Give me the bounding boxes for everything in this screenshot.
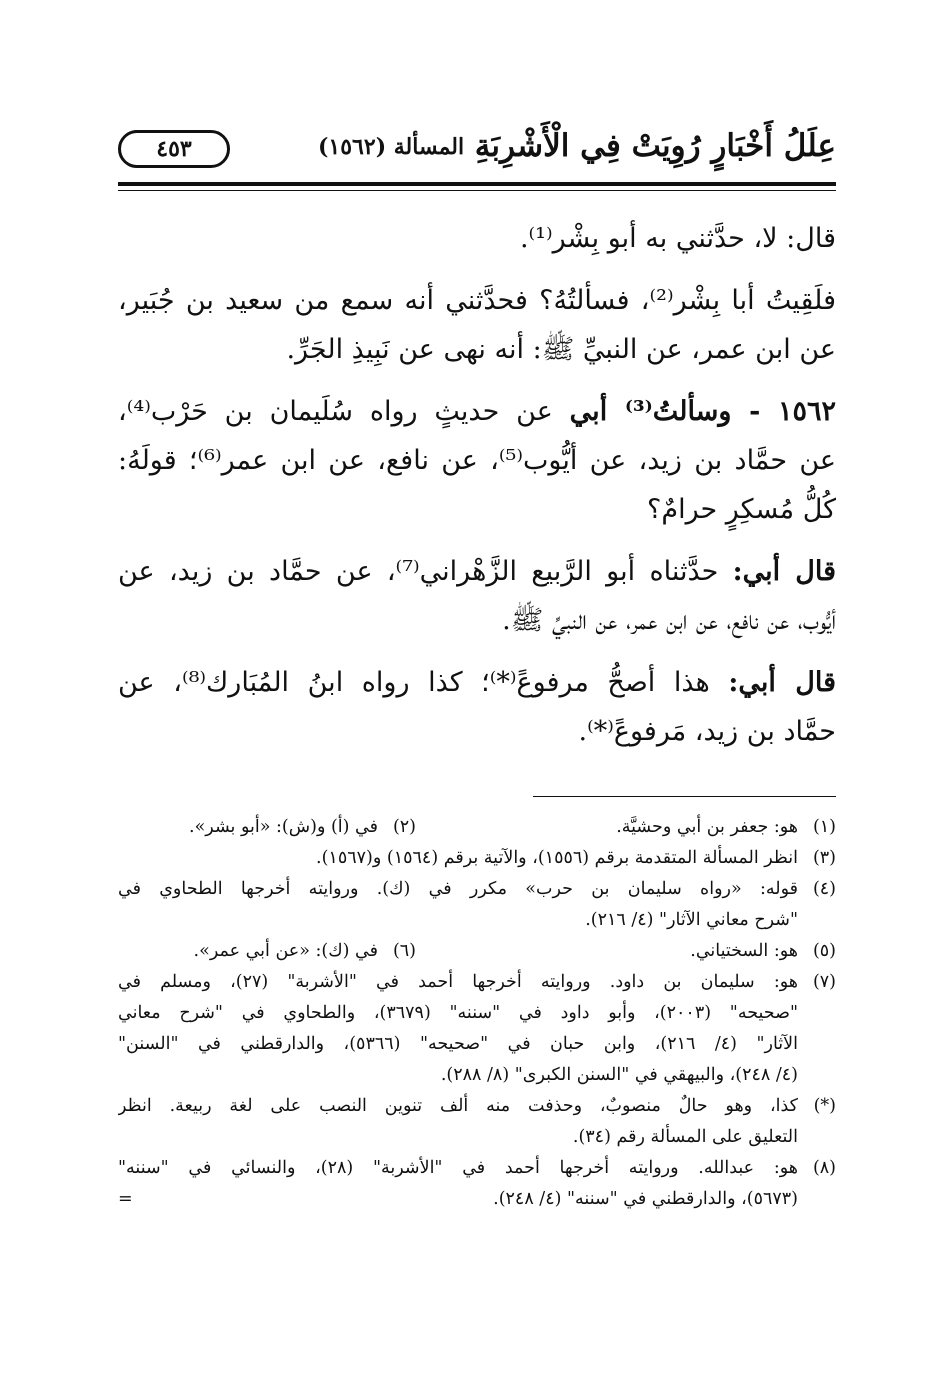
footnote-number: (*)	[813, 1096, 836, 1116]
text-line: عن ابن عمر، عن النبيِّ ﷺ: أنه نهى عن نَبِيذِ الجَرِّ.	[286, 334, 836, 365]
paragraph-1	[118, 214, 836, 263]
speaker-label: قال أبي:	[728, 667, 836, 698]
footnote-number: (١)	[812, 817, 836, 837]
text-line: أيُّوب، عن نافع، عن ابن عمر، عن النبيِّ ﷺ.	[502, 605, 836, 636]
footnote-text: هو: سليمان بن داود. وروايته أخرجها أحمد في "الأشربة" (٢٧)، ومسلم في	[118, 972, 798, 992]
text-span: عن حديثٍ رواه سُلَيمان بن حَرْب⁽⁴⁾،	[118, 396, 553, 427]
footnote-number: (٢)	[392, 817, 416, 837]
footnotes	[118, 812, 836, 1215]
page-header	[118, 118, 836, 180]
text-line: كُلُّ مُسكِرٍ حرامٌ؟	[647, 494, 836, 525]
footnote-number: (٧)	[812, 972, 836, 992]
main-text	[118, 214, 836, 769]
footnote-1-2	[118, 812, 836, 843]
footnote-text: انظر المسألة المتقدمة برقم (١٥٥٦)، والآتية برقم (١٥٦٤) و(١٥٦٧).	[316, 848, 798, 868]
text-line: قال: لا، حدَّثني به أبو بِشْر⁽¹⁾.	[519, 223, 836, 254]
header-rule-thin	[118, 190, 836, 191]
footnote-text: (٤/ ٢٤٨)، والبيهقي في "السنن الكبرى" (٨/ ٢٨٨).	[440, 1065, 798, 1085]
footnote-text: "صحيحه" (٢٠٠٣)، وأبو داود في "سننه" (٣٦٧٩)، والطحاوي في "شرح معاني	[118, 1003, 798, 1023]
footnote-text: قوله: «رواه سليمان بن حرب» مكرر في (ك). وروايته أخرجها الطحاوي في	[118, 879, 798, 899]
footnote-4	[118, 874, 836, 936]
footnote-number: (٦)	[392, 941, 416, 961]
page-number: ٤٥٣	[118, 130, 230, 168]
footnote-text: في (ك): «عن أبي عمر».	[193, 941, 378, 961]
footnote-3	[118, 843, 836, 874]
footnote-text: كذا، وهو حالٌ منصوبٌ، وحذفت منه ألف تنوين النصب على لغة ربيعة. انظر	[118, 1096, 798, 1116]
text-line	[118, 387, 836, 436]
footnote-text: التعليق على المسألة رقم (٣٤).	[572, 1127, 798, 1147]
paragraph-answer-2	[118, 658, 836, 756]
footnote-number: (٥)	[812, 941, 836, 961]
text-line: حمَّاد بن زيد، مَرفوعً⁽*⁾.	[578, 716, 836, 747]
text-line	[118, 658, 836, 707]
footnote-separator	[533, 796, 836, 797]
footnote-5-6	[118, 936, 836, 967]
text-span: هذا أصحُّ مرفوعً⁽*⁾؛ كذا رواه ابنُ المُبَارك⁽⁸⁾، عن	[118, 667, 710, 698]
footnote-text: هو: عبدالله. وروايته أخرجها أحمد في "الأشربة" (٢٨)، والنسائي في "سننه"	[118, 1158, 798, 1178]
paragraph-answer-1	[118, 547, 836, 645]
footnote-number: (٨)	[812, 1158, 836, 1178]
footnote-7	[118, 967, 836, 1091]
footnote-8	[118, 1153, 836, 1215]
paragraph-question-1562	[118, 387, 836, 534]
text-line: فلَقِيتُ أبا بِشْر⁽²⁾، فسألتُهُ؟ فحدَّثني أنه سمع من سعيد بن جُبَير،	[118, 285, 836, 316]
footnote-text: هو: جعفر بن أبي وحشيَّة.	[616, 817, 798, 837]
header-rule-thick	[118, 182, 836, 186]
text-span: حدَّثناه أبو الرَّبيع الزَّهْراني⁽⁷⁾، عن حمَّاد بن زيد، عن	[118, 556, 719, 587]
paragraph-2	[118, 276, 836, 374]
footnote-number: (٤)	[812, 879, 836, 899]
footnote-text: (٥٦٧٣)، والدارقطني في "سننه" (٤/ ٢٤٨).	[493, 1189, 798, 1209]
speaker-label: قال أبي:	[732, 556, 836, 587]
footnote-text: "شرح معاني الآثار" (٤/ ٢١٦).	[585, 910, 798, 930]
footnote-text: في (أ) و(ش): «أبو بشر».	[189, 817, 378, 837]
masala-label: المسألة (١٥٦٢)	[318, 134, 465, 160]
text-line: عن حمَّاد بن زيد، عن أيُّوب⁽⁵⁾، عن نافع، عن ابن عمر⁽⁶⁾؛ قولَهُ:	[118, 445, 836, 476]
question-number: ١٥٦٢ - وسألتُ⁽³⁾ أبي	[569, 396, 836, 427]
footnote-star	[118, 1091, 836, 1153]
book-title: عِلَلُ أَخْبَارٍ رُوِيَتْ فِي الْأَشْرِبَةِ	[474, 128, 836, 164]
footnote-text: هو: السختياني.	[690, 941, 798, 961]
footnote-text: الآثار" (٤/ ٢١٦)، وابن حبان في "صحيحه" (٥٣٦٦)، والدارقطني في "السنن"	[118, 1034, 798, 1054]
text-line	[118, 547, 836, 596]
footnote-text-line	[118, 1184, 798, 1215]
footnote-number: (٣)	[812, 848, 836, 868]
continuation-mark: =	[118, 1189, 133, 1209]
